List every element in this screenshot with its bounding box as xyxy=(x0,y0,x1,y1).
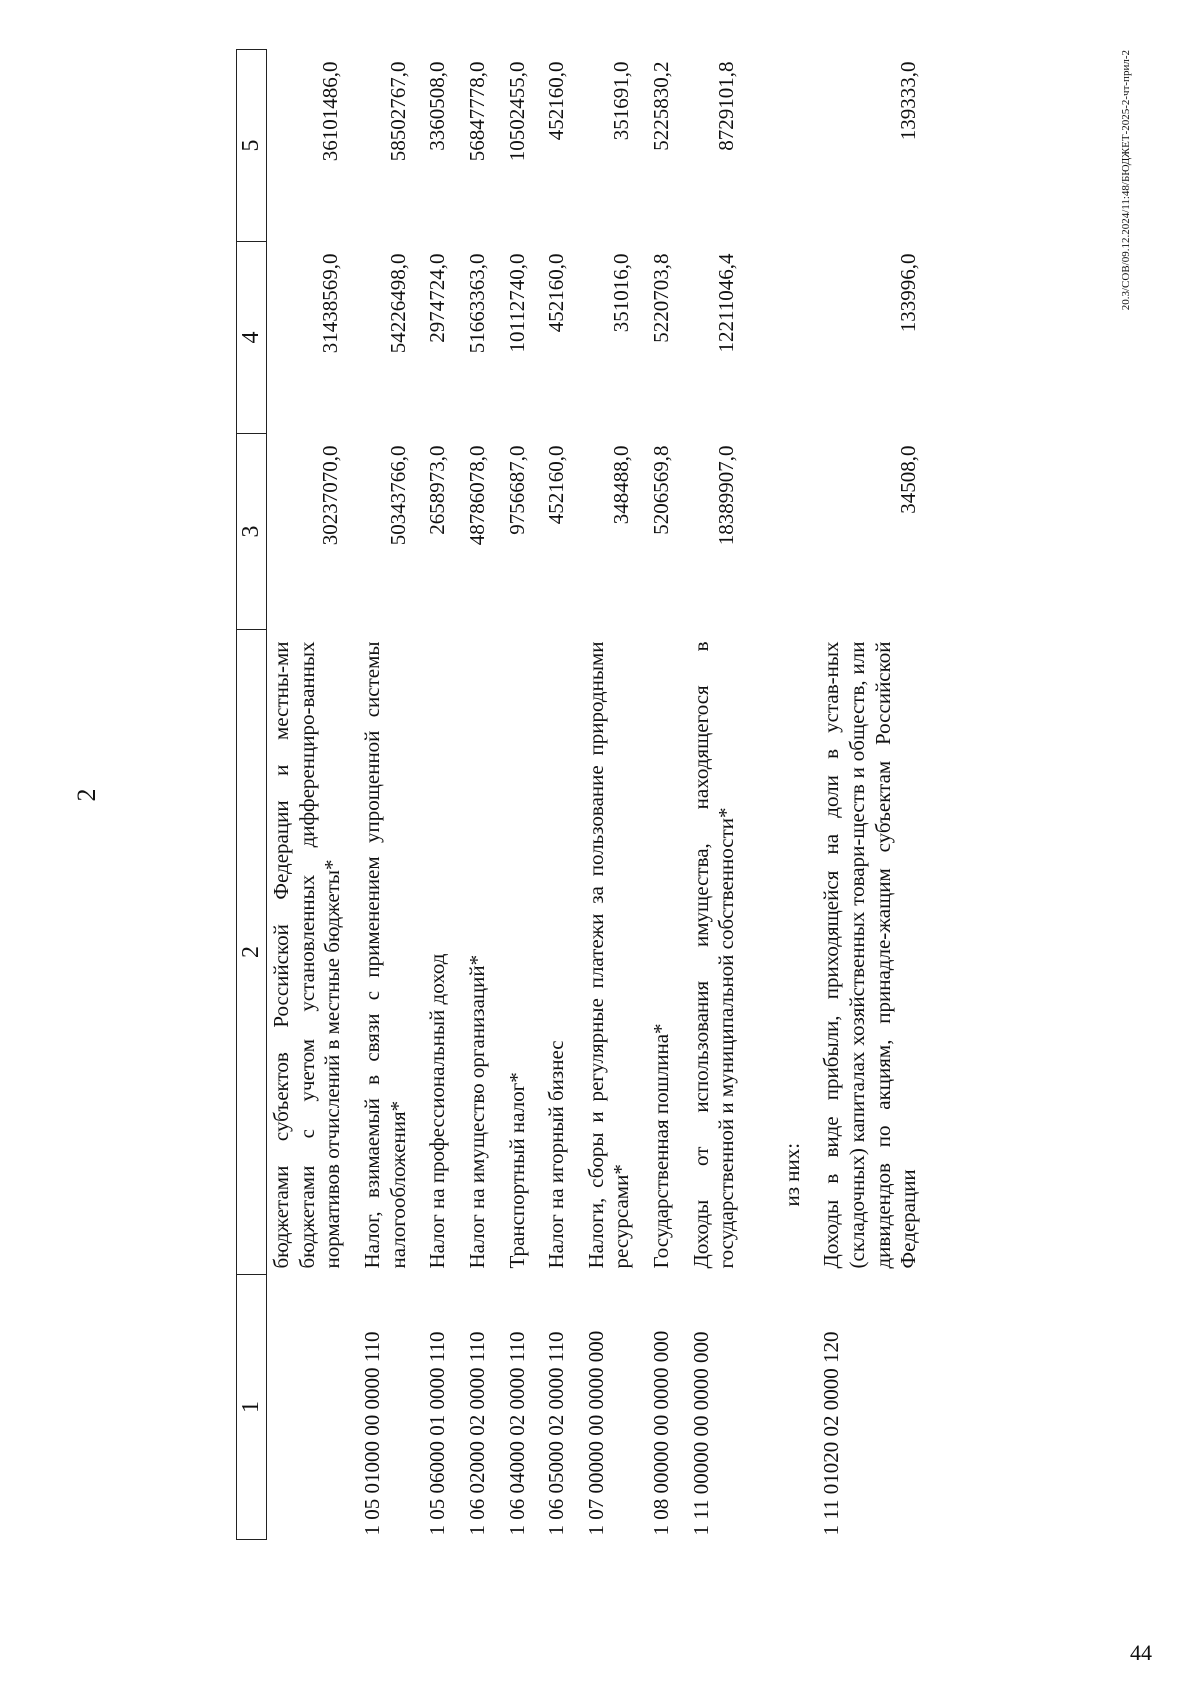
row-value-col5: 56847778,0 xyxy=(464,61,489,162)
table-row xyxy=(635,50,675,1540)
row-value-col4: 452160,0 xyxy=(544,253,569,333)
row-code: 1 06 04000 02 0000 110 xyxy=(504,1331,529,1536)
row-code: 1 06 05000 02 0000 110 xyxy=(544,1331,569,1536)
row-value-col5: 3360508,0 xyxy=(425,61,450,151)
row-code: 1 11 00000 00 0000 000 xyxy=(688,1331,713,1536)
row-code xyxy=(267,1275,346,1540)
row-name: Транспортный налог* xyxy=(504,1072,529,1269)
column-header-4: 4 xyxy=(237,242,267,434)
row-value-col4: 51663363,0 xyxy=(464,253,489,354)
table-row xyxy=(675,50,740,1540)
budget-income-table xyxy=(236,49,922,1540)
row-value-col3: 30237070,0 xyxy=(318,445,343,546)
row-name: Налог на имущество организаций* xyxy=(464,954,489,1269)
row-value-col4: 31438569,0 xyxy=(318,253,343,354)
column-header-2: 2 xyxy=(237,630,267,1275)
row-value-col4: 5220703,8 xyxy=(648,253,673,343)
row-value-col4: 54226498,0 xyxy=(385,253,410,354)
row-name: Государственная пошлина* xyxy=(648,1023,673,1269)
row-value-col3: 34508,0 xyxy=(896,445,921,514)
table-row xyxy=(570,50,635,1540)
row-value-col4: 351016,0 xyxy=(609,253,634,333)
row-value-col3: 452160,0 xyxy=(544,445,569,525)
page-header: 2 xyxy=(72,788,101,802)
row-name: Доходы от использования имущества, находящегося в государственной и муниципальной собственности* xyxy=(688,641,739,1269)
row-name: Налог на игорный бизнес xyxy=(544,1040,569,1269)
row-code: 1 07 00000 00 0000 000 xyxy=(583,1330,608,1536)
page-number: 44 xyxy=(1130,1640,1152,1665)
row-value-col5: 351691,0 xyxy=(609,61,634,141)
row-value-col5: 8729101,8 xyxy=(714,61,739,151)
row-value-col5: 58502767,0 xyxy=(385,61,410,162)
table-subheader-row xyxy=(740,50,820,1540)
row-value-col5: 10502455,0 xyxy=(504,61,529,162)
table-header-row xyxy=(237,50,267,1540)
row-value-col4: 12211046,4 xyxy=(714,253,739,353)
row-name: Налог, взимаемый в связи с применением упрощенной системы налогообложения* xyxy=(360,641,410,1269)
row-code: 1 05 01000 00 0000 110 xyxy=(360,1331,385,1536)
row-value-col4: 2974724,0 xyxy=(425,253,450,343)
table-row xyxy=(267,50,346,1540)
row-value-col3: 9756687,0 xyxy=(504,445,529,535)
row-code: 1 08 00000 00 0000 000 xyxy=(648,1330,673,1536)
row-code: 1 05 06000 01 0000 110 xyxy=(425,1331,450,1536)
table-row xyxy=(491,50,531,1540)
table-row xyxy=(530,50,570,1540)
table-row xyxy=(346,50,411,1540)
row-value-col5: 36101486,0 xyxy=(318,61,343,162)
row-value-col5: 139333,0 xyxy=(896,61,921,141)
row-value-col3: 348488,0 xyxy=(609,445,634,525)
row-name: Налоги, сборы и регулярные платежи за пользование природными ресурсами* xyxy=(583,641,634,1269)
table-row xyxy=(451,50,491,1540)
column-header-3: 3 xyxy=(237,434,267,630)
row-name: бюджетами субъектов Российской Федерации и местны-ми бюджетами с учетом установленных дифференциро-ванных нормативов отчислений в местные бюджеты* xyxy=(269,641,345,1269)
row-name: Доходы в виде прибыли, приходящейся на доли в устав-ных (складочных) капиталах хозяйственных товари-ществ и обществ, или дивидендов по акциям, принадле-жащим субъектам Российской Федерации xyxy=(819,641,921,1269)
row-value-col3: 18389907,0 xyxy=(714,445,739,546)
row-value-col3: 2658973,0 xyxy=(425,445,450,535)
row-value-col4: 10112740,0 xyxy=(504,253,529,353)
column-header-1: 1 xyxy=(237,1275,267,1540)
table-row xyxy=(411,50,451,1540)
row-code: 1 06 02000 02 0000 110 xyxy=(464,1331,489,1536)
row-value-col3: 48786078,0 xyxy=(464,445,489,546)
column-header-5: 5 xyxy=(237,50,267,242)
row-value-col3: 50343766,0 xyxy=(385,445,410,546)
row-value-col3: 5206569,8 xyxy=(648,445,673,535)
row-value-col4: 133996,0 xyxy=(896,253,921,333)
document-stamp: 20.3/СОВ/09.12.2024/11:48/БЮДЖЕТ-2025-2-чт-прил-2 xyxy=(1120,50,1132,311)
row-code: 1 11 01020 02 0000 120 xyxy=(819,1331,844,1536)
table-row xyxy=(819,50,921,1540)
row-value-col5: 5225830,2 xyxy=(648,61,673,151)
subheader-label: из них: xyxy=(779,1142,804,1207)
row-name: Налог на профессиональный доход xyxy=(425,953,450,1269)
rotated-page xyxy=(60,50,1140,1540)
row-value-col5: 452160,0 xyxy=(544,61,569,141)
